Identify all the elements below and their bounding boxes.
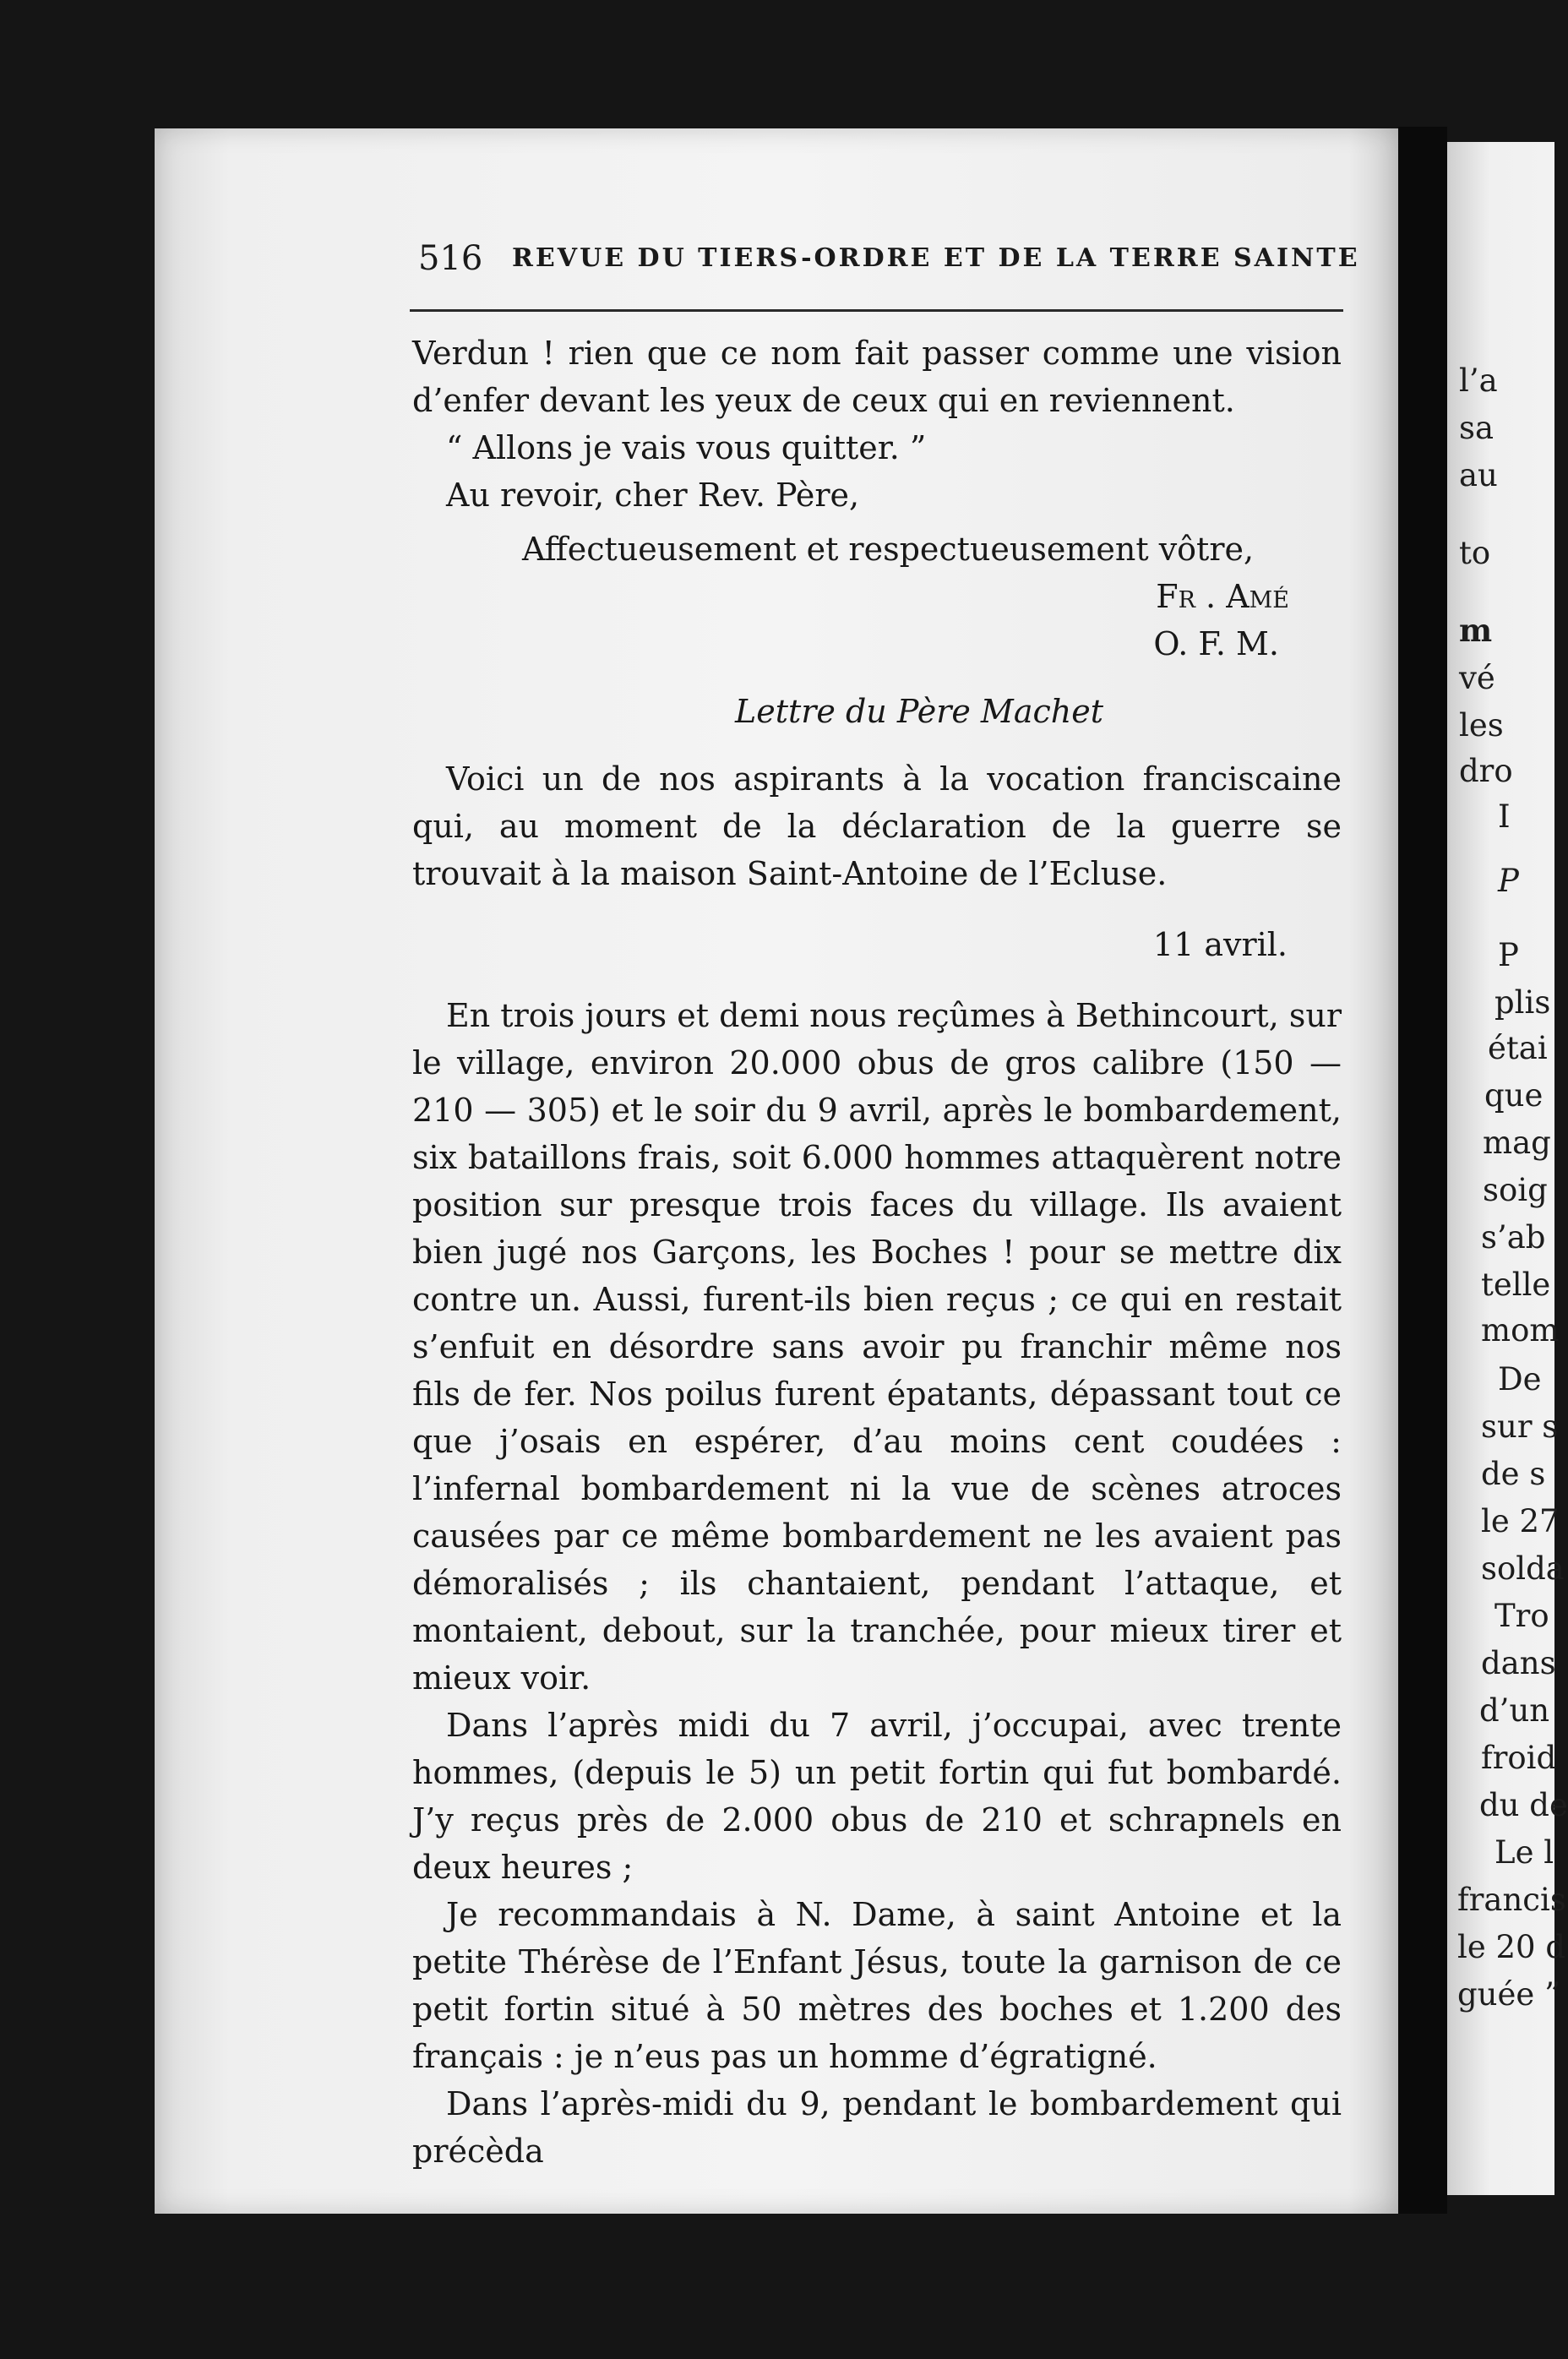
book-spine	[1398, 127, 1447, 2214]
letter2-paragraph: Dans l’après-midi du 9, pendant le bombardement qui précèda	[412, 2085, 1342, 2170]
letter1-closing: Affectueusement et respectueusement vôtre,	[522, 531, 1255, 568]
facing-page-fragment: au	[1459, 457, 1498, 493]
letter2-intro: Voici un de nos aspirants à la vocation franciscaine qui, au moment de la déclaration de la guerre se trouvait à la maison Saint-Antoine de l’Ecluse.	[412, 760, 1342, 892]
facing-page-fragment: telle	[1481, 1267, 1551, 1303]
letter1-farewell: Au revoir, cher Rev. Père,	[446, 477, 860, 514]
running-head-text: REVUE DU TIERS-ORDRE ET DE LA TERRE SAINTE	[512, 243, 1360, 273]
facing-page-fragment: l’a	[1459, 362, 1498, 399]
facing-page-fragment: dro	[1459, 753, 1513, 789]
facing-page-fragment: mom	[1481, 1312, 1560, 1348]
facing-page-fragment: du de	[1479, 1787, 1568, 1823]
letter2-paragraph: Dans l’après midi du 7 avril, j’occupai, avec trente hommes, (depuis le 5) un petit fortin qui fut bombardé. J’y reçus près de 2.000 obus de 210 et schrapnels en deux heures ;	[412, 1707, 1342, 1886]
facing-page-fragment: P	[1498, 937, 1519, 973]
facing-page-fragment: sur s	[1481, 1408, 1559, 1445]
facing-page-fragment: froid	[1481, 1740, 1557, 1776]
facing-page-fragment: mag	[1483, 1125, 1551, 1161]
facing-page-fragment: étai	[1488, 1030, 1548, 1066]
facing-page-fragment: I	[1498, 798, 1511, 835]
facing-page-fragment: m	[1459, 612, 1493, 649]
letter2-title: Lettre du Père Machet	[734, 693, 1104, 730]
letter1-signature-order: O. F. M.	[1153, 625, 1279, 662]
letter1-quote: “ Allons je vais vous quitter. ”	[446, 429, 927, 466]
letter2-date: 11 avril.	[1152, 926, 1288, 963]
facing-page-fragment: s’ab	[1481, 1219, 1546, 1256]
page-body	[412, 330, 1342, 2175]
facing-page-fragment: sa	[1459, 410, 1494, 446]
signature-name-text: Fr . Amé	[1156, 578, 1289, 615]
running-head	[512, 243, 1360, 273]
facing-page-fragment: le 20 d	[1457, 1929, 1566, 1965]
facing-page-fragment: guée ”	[1457, 1976, 1560, 2013]
facing-page-fragment: soig	[1483, 1172, 1548, 1208]
letter1-paragraph: Verdun ! rien que ce nom fait passer comme une vision d’enfer devant les yeux de ceux qui en reviennent.	[412, 335, 1342, 419]
facing-page-fragment: Tro	[1494, 1598, 1549, 1634]
header-rule	[410, 309, 1343, 312]
page-number: 516	[418, 239, 483, 278]
facing-page-fragment: que	[1484, 1077, 1544, 1114]
letter1-signature-name	[412, 573, 1342, 620]
facing-page-fragment: plis	[1494, 984, 1551, 1021]
facing-page-fragment: d’un	[1479, 1692, 1550, 1729]
facing-page-fragment: dans	[1481, 1645, 1556, 1681]
facing-page-fragment: vé	[1459, 660, 1495, 696]
facing-page-fragment: Le l	[1494, 1834, 1554, 1871]
facing-page-fragment: francis	[1457, 1882, 1566, 1918]
facing-page-fragment: De	[1498, 1361, 1542, 1397]
letter2-paragraph: Je recommandais à N. Dame, à saint Antoine et la petite Thérèse de l’Enfant Jésus, toute la garnison de ce petit fortin situé à 50 mètres des boches et 1.200 des français : je n’eus pas un homme d’égratigné.	[412, 1896, 1342, 2075]
facing-page-fragment: les	[1459, 707, 1504, 744]
facing-page-fragment: P	[1498, 863, 1519, 899]
facing-page-fragment: to	[1459, 535, 1491, 571]
facing-page-fragment: de s	[1481, 1456, 1546, 1492]
letter2-paragraph: En trois jours et demi nous reçûmes à Bethincourt, sur le village, environ 20.000 obus de gros calibre (150 — 210 — 305) et le soir du 9 avril, après le bombardement, six bataillons frais, soit 6.000 hommes attaquèrent notre position sur presque trois faces du village. Ils avaient bien jugé nos Garçons, les Boches ! pour se mettre dix contre un. Aussi, furent-ils bien reçus ; ce qui en restait s’enfuit en désordre sans avoir pu franchir même nos fils de fer. Nos poilus furent épatants, dépassant tout ce que j’osais en espérer, d’au moins cent coudées : l’infernal bombardement ni la vue de scènes atroces causées par ce même bombardement ne les avaient pas démoralisés ; ils chantaient, pendant l’attaque, et montaient, debout, sur la tranchée, pour mieux tirer et mieux voir.	[412, 997, 1342, 1697]
facing-page-fragment: le 27	[1481, 1503, 1560, 1539]
facing-page	[1447, 142, 1568, 2195]
facing-page-fragment: solda	[1481, 1550, 1565, 1587]
